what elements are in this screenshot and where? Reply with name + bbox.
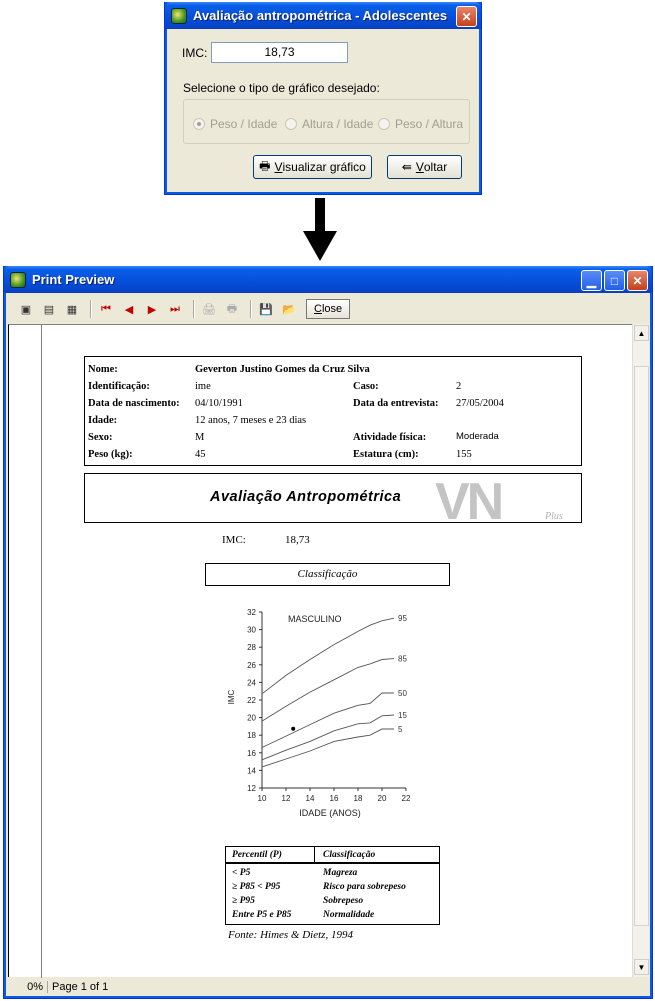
report-title-box xyxy=(84,473,582,523)
logo-text: VN xyxy=(435,477,502,521)
maximize-icon[interactable]: □ xyxy=(604,270,625,291)
first-page-icon[interactable]: ⏮ xyxy=(101,302,111,315)
report-title: Avaliação Antropométrica xyxy=(210,489,402,505)
toolbar-separator xyxy=(90,300,91,318)
percentile-curve-85 xyxy=(262,659,394,722)
table-divider xyxy=(314,847,315,864)
x-tick-label: 14 xyxy=(305,794,315,803)
sexo-label: Sexo: xyxy=(88,432,113,443)
page-edge xyxy=(41,325,42,978)
radio-altura-idade-label: Altura / Idade xyxy=(302,117,374,131)
radio-peso-idade-label: Peso / Idade xyxy=(210,117,278,131)
source-note: Fonte: Himes & Dietz, 1994 xyxy=(228,929,353,941)
view-chart-label: isualizar gráfico xyxy=(282,160,366,174)
peso-value: 45 xyxy=(195,449,206,460)
percentile-label-85: 85 xyxy=(398,654,407,664)
table-row-class: Risco para sobrepeso xyxy=(323,882,406,892)
estatura-value: 155 xyxy=(456,449,472,460)
percentile-label-50: 50 xyxy=(398,688,407,698)
dialog-titlebar[interactable] xyxy=(165,2,481,29)
bmi-percentile-chart xyxy=(225,600,420,835)
patient-info-box xyxy=(84,356,582,466)
radio-peso-altura-label: Peso / Altura xyxy=(395,117,464,131)
chart-axes xyxy=(247,608,411,803)
y-tick-label: 26 xyxy=(247,660,256,670)
prev-page-icon[interactable]: ◀ xyxy=(124,303,134,316)
entrevista-label: Data da entrevista: xyxy=(353,398,439,409)
close-icon[interactable]: ✕ xyxy=(456,6,477,27)
back-button[interactable] xyxy=(387,155,462,179)
percentile-curve-15 xyxy=(262,715,394,760)
y-tick-label: 32 xyxy=(247,608,256,617)
scroll-down-icon[interactable]: ▼ xyxy=(634,959,649,975)
chart-y-label: IMC xyxy=(227,689,236,705)
atividade-value: Moderada xyxy=(456,431,499,442)
ident-label: Identificação: xyxy=(88,381,150,392)
y-tick-label: 12 xyxy=(247,784,256,793)
chart-curves xyxy=(262,614,407,767)
nome-label: Nome: xyxy=(88,364,118,375)
preview-statusbar xyxy=(8,978,648,996)
nasc-label: Data de nascimento: xyxy=(88,398,180,409)
chart-type-group xyxy=(183,99,470,144)
y-tick-label: 22 xyxy=(247,696,256,705)
table-row-percentil: ≥ P85 < P95 xyxy=(232,882,281,892)
preview-app-icon xyxy=(10,272,26,288)
patient-point xyxy=(291,727,295,731)
table-header-class: Classificação xyxy=(323,850,376,860)
preview-toolbar xyxy=(8,295,648,323)
imc-label: IMC: xyxy=(182,46,208,60)
anthropometric-dialog xyxy=(164,2,482,195)
radio-peso-idade[interactable] xyxy=(193,117,277,131)
page-width-icon[interactable]: ▤ xyxy=(43,303,55,316)
y-tick-label: 14 xyxy=(247,766,256,776)
peso-label: Peso (kg): xyxy=(88,449,133,460)
view-chart-button[interactable] xyxy=(253,155,372,179)
table-header-percentil: Percentil (P) xyxy=(232,850,282,860)
entrevista-value: 27/05/2004 xyxy=(456,398,504,409)
y-tick-label: 28 xyxy=(247,643,256,653)
table-row-percentil: < P5 xyxy=(232,868,251,878)
imc-field[interactable]: 18,73 xyxy=(211,42,348,63)
sexo-value: M xyxy=(195,432,205,443)
y-tick-label: 20 xyxy=(247,713,256,723)
percentile-table xyxy=(225,846,440,925)
flow-arrow-shaft xyxy=(315,198,325,231)
table-row-class: Magreza xyxy=(323,868,358,878)
back-arrow-icon: ⇚ xyxy=(401,160,412,174)
idade-value: 12 anos, 7 meses e 23 dias xyxy=(195,415,307,426)
preview-title: Print Preview xyxy=(32,272,115,287)
print-icon[interactable]: 🖶 xyxy=(226,302,238,315)
report-imc-value: 18,73 xyxy=(285,534,310,546)
minimize-icon[interactable]: ▁ xyxy=(581,270,602,291)
zoom-icon[interactable]: ▦ xyxy=(66,303,78,316)
scroll-thumb[interactable] xyxy=(634,366,649,926)
percentile-label-95: 95 xyxy=(398,614,407,624)
caso-label: Caso: xyxy=(353,381,379,392)
idade-label: Idade: xyxy=(88,415,118,426)
print-setup-icon[interactable]: 🖨 xyxy=(202,303,216,316)
x-tick-label: 10 xyxy=(257,794,267,803)
estatura-label: Estatura (cm): xyxy=(353,449,419,460)
percentile-label-5: 5 xyxy=(398,725,403,735)
page-status: Page 1 of 1 xyxy=(52,981,109,993)
back-label: oltar xyxy=(423,160,448,174)
atividade-label: Atividade física: xyxy=(353,432,427,443)
x-tick-label: 12 xyxy=(281,794,291,803)
classification-box: Classificação xyxy=(205,563,450,586)
toolbar-separator xyxy=(193,300,194,318)
vertical-scrollbar[interactable] xyxy=(632,324,649,977)
preview-close-icon[interactable]: ✕ xyxy=(627,270,648,291)
y-tick-label: 16 xyxy=(247,748,256,758)
table-row-class: Normalidade xyxy=(323,910,375,920)
report-imc-label: IMC: xyxy=(222,534,246,546)
scroll-up-icon[interactable]: ▲ xyxy=(634,325,649,341)
view-chart-underline: V xyxy=(274,160,283,174)
ident-value: ime xyxy=(195,381,211,392)
radio-altura-idade[interactable] xyxy=(285,117,373,131)
radio-peso-idade-dot[interactable] xyxy=(193,118,205,130)
chart-type-label: Selecione o tipo de gráfico desejado: xyxy=(183,81,380,95)
printer-icon: 🖶 xyxy=(259,158,271,173)
next-page-icon[interactable]: ▶ xyxy=(147,303,157,316)
percentile-label-15: 15 xyxy=(398,710,407,720)
zoom-status: 0% xyxy=(8,981,48,993)
y-tick-label: 18 xyxy=(247,731,256,741)
table-row-class: Sobrepeso xyxy=(323,896,364,906)
radio-altura-idade-dot[interactable] xyxy=(285,118,297,130)
chart-x-label: IDADE (ANOS) xyxy=(299,808,361,818)
radio-peso-altura-dot[interactable] xyxy=(378,118,390,130)
x-tick-label: 18 xyxy=(353,794,363,803)
radio-peso-altura[interactable] xyxy=(378,117,463,131)
app-icon xyxy=(171,8,187,24)
percentile-curve-5 xyxy=(262,729,394,767)
logo-sub: Plus xyxy=(545,511,563,521)
save-icon[interactable]: 💾 xyxy=(259,303,273,316)
close-underline: C xyxy=(314,303,322,315)
y-tick-label: 30 xyxy=(247,625,256,635)
last-page-icon[interactable]: ⏭ xyxy=(170,302,180,315)
one-page-icon[interactable]: ▣ xyxy=(20,303,32,316)
table-row-percentil: Entre P5 e P85 xyxy=(232,910,292,920)
chart-title: MASCULINO xyxy=(288,614,342,624)
close-label: lose xyxy=(321,303,343,315)
vn-plus-logo xyxy=(435,477,579,521)
nasc-value: 04/10/1991 xyxy=(195,398,243,409)
dialog-title: Avaliação antropométrica - Adolescentes xyxy=(193,8,448,23)
table-row-percentil: ≥ P95 xyxy=(232,896,255,906)
toolbar-separator xyxy=(250,300,251,318)
close-preview-button[interactable] xyxy=(306,299,350,319)
x-tick-label: 20 xyxy=(377,794,387,803)
caso-value: 2 xyxy=(456,381,462,392)
y-tick-label: 24 xyxy=(247,678,256,688)
open-folder-icon[interactable]: 📂 xyxy=(282,303,296,316)
x-tick-label: 16 xyxy=(329,794,339,803)
x-tick-label: 22 xyxy=(401,794,411,803)
preview-titlebar[interactable] xyxy=(4,266,652,293)
back-underline: V xyxy=(415,160,424,174)
nome-value: Geverton Justino Gomes da Cruz Silva xyxy=(195,364,370,375)
flow-arrow-head xyxy=(303,231,337,261)
